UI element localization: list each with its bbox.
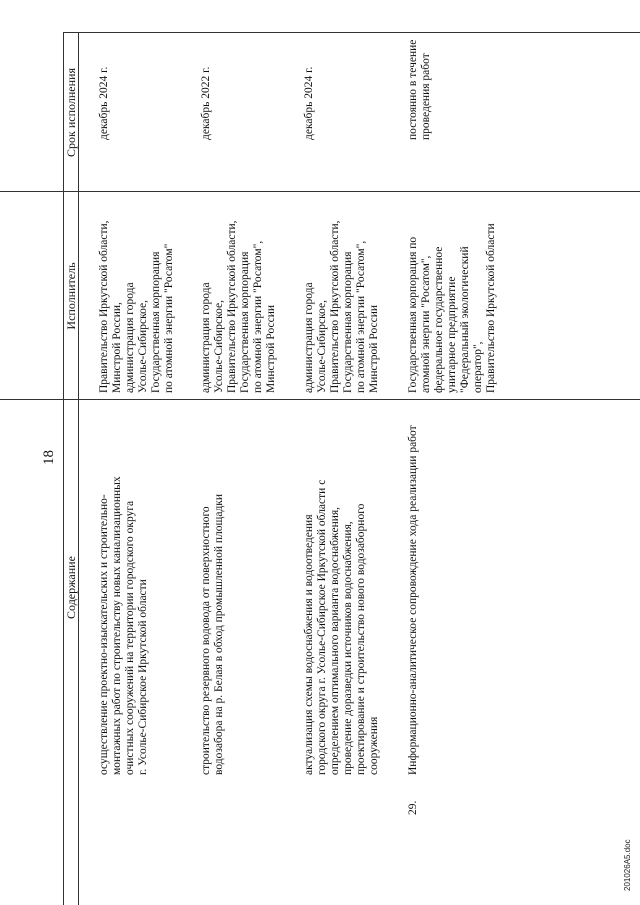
- page-number: 18: [41, 450, 57, 465]
- row-29-content: Информационно-аналитическое сопровождение хода реализации работ: [407, 425, 419, 775]
- row-3-content: актуализация схемы водоснабжения и водоотведения городского округа г. Усолье-Сибирское Иркутской области с определением оптимального варианта водоснабжения, проведение доразведки источников водоснабжения, проектирование и строительство нового водозаборного сооружения: [303, 479, 380, 775]
- row-3-executor: администрация города Усолье-Сибирское, Правительство Иркутской области, Государственная корпорация по атомной энергии "Росатом", Минстрой России: [303, 220, 380, 393]
- row-29-executor: Государственная корпорация по атомной энергии "Росатом", федеральное государственное унитарное предприятие "Федеральный экологический оператор", Правительство Иркутской области: [407, 223, 497, 393]
- row-1-content: осуществление проектно-изыскательских и строительно- монтажных работ по строительству новых канализационных очистных сооружений на территории городского округа г. Усолье-Сибирское Иркутской области: [98, 476, 149, 775]
- footer-filename: 201026A5.doc: [623, 839, 632, 891]
- header-bottom-border: [78, 33, 79, 905]
- row-2-executor: администрация города Усолье-Сибирское, Правительство Иркутской области, Государственная корпорация по атомной энергии "Росатом", Минстрой России: [200, 220, 277, 393]
- row-3-deadline: декабрь 2024 г.: [303, 66, 315, 140]
- row-1-deadline: декабрь 2024 г.: [98, 66, 110, 140]
- row-29-number: 29.: [407, 800, 419, 815]
- row-1-executor: Правительство Иркутской области, Минстрой России, администрация города Усолье-Сибирское, Государственная корпорация по атомной энергии "Росатом": [98, 220, 175, 393]
- column-divider-deadline: [0, 191, 640, 192]
- row-2-content: строительство резервного водовода от поверхностного водозабора на р. Белая в обход промышленной площадки: [200, 493, 225, 775]
- header-executor: Исполнитель: [64, 262, 78, 330]
- header-content: Содержание: [64, 556, 78, 619]
- row-29-deadline: постоянно в течение проведения работ: [407, 39, 432, 140]
- row-2-deadline: декабрь 2022 г.: [200, 66, 212, 140]
- header-deadline: Срок исполнения: [64, 68, 78, 157]
- table-right-border: [63, 32, 640, 33]
- column-divider-executor: [0, 399, 640, 400]
